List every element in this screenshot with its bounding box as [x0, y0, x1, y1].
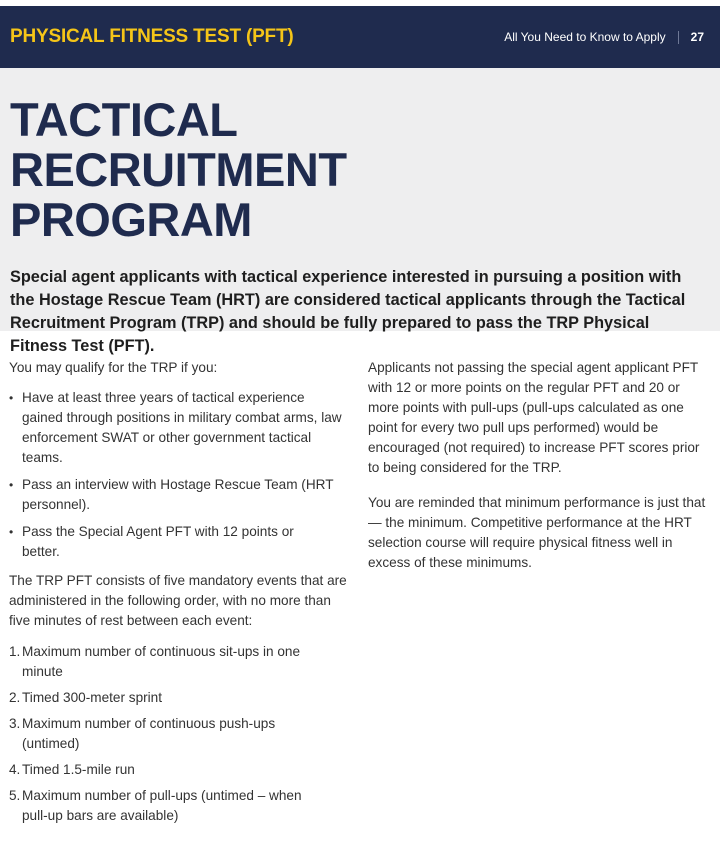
list-item: • Pass the Special Agent PFT with 12 points or better.: [9, 522, 349, 562]
page-header: [0, 6, 720, 68]
guide-title: All You Need to Know to Apply: [504, 30, 666, 44]
list-item: [9, 786, 349, 826]
hero-section: [0, 68, 720, 355]
list-item: [9, 760, 349, 780]
events-intro: The TRP PFT consists of five mandatory events that are administered in the following order, with no more than five minutes of rest between each event:: [9, 573, 347, 628]
page-number: 27: [690, 30, 704, 44]
events-list: [9, 642, 349, 826]
item-text: Maximum number of pull-ups (untimed – when pull-up bars are available): [22, 788, 302, 823]
qualify-list: [9, 388, 349, 562]
item-text: Timed 300-meter sprint: [22, 690, 163, 705]
item-number: 5.: [9, 788, 21, 803]
list-item: [9, 642, 349, 682]
minimum-performance-paragraph: You are reminded that minimum performance is just that — the minimum. Competitive performance at the HRT selection course will require physical fitness well in excess of these minimums.: [368, 495, 706, 570]
list-item: [9, 714, 349, 754]
lead-paragraph: Special agent applicants with tactical experience interested in pursuing a position with the Hostage Rescue Team (HRT) are considered tactical applicants through the Tactical Recruitment Program (TRP) and should be fully prepared to pass the TRP Physical Fitness Test (PFT).: [10, 268, 686, 355]
section-title: PHYSICAL FITNESS TEST (PFT): [10, 26, 294, 47]
item-text: Maximum number of continuous sit-ups in one minute: [22, 644, 301, 679]
item-number: 1.: [9, 644, 21, 659]
item-text: Timed 1.5-mile run: [22, 762, 135, 777]
item-number: 3.: [9, 716, 21, 731]
list-item: • Have at least three years of tactical experience gained through positions in military combat arms, law enforcement SWAT or other government tactical teams.: [9, 388, 349, 468]
header-divider: [678, 31, 679, 44]
list-item: • Pass an interview with Hostage Rescue Team (HRT personnel).: [9, 475, 349, 515]
applicants-paragraph: Applicants not passing the special agent applicant PFT with 12 or more points on the regular PFT and 20 or more points with pull-ups (pull-ups calculated as one point for every two pull ups performed) would be encouraged (not required) to increase PFT scores prior to being considered for the TRP.: [368, 360, 700, 475]
page-title: TACTICAL RECRUITMENT PROGRAM: [10, 93, 347, 246]
right-column: [368, 358, 708, 584]
qualify-intro: You may qualify for the TRP if you:: [9, 360, 218, 375]
list-item: [9, 688, 349, 708]
item-number: 2.: [9, 690, 21, 705]
item-number: 4.: [9, 762, 21, 777]
item-text: Maximum number of continuous push-ups (untimed): [22, 716, 276, 751]
header-meta: [504, 30, 704, 44]
left-column: [9, 358, 349, 832]
